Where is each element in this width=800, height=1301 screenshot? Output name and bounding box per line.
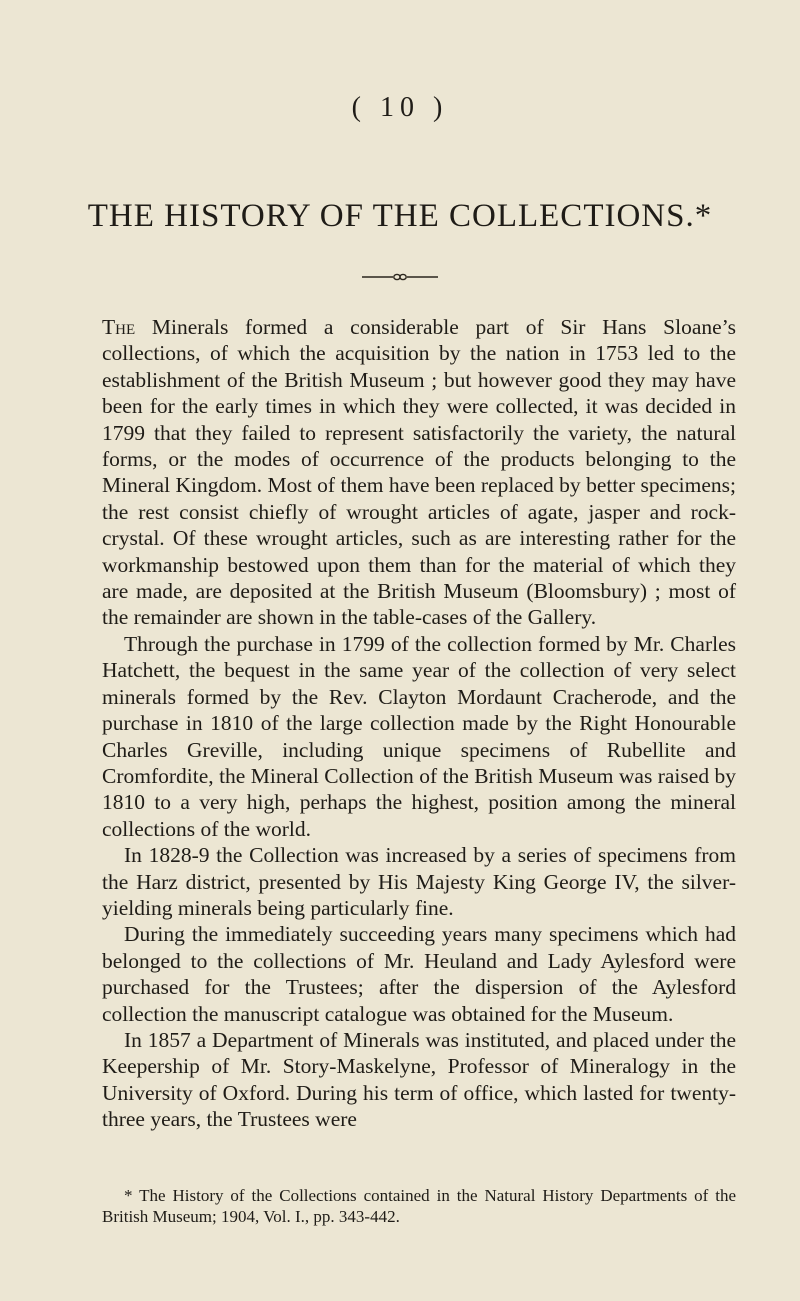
paragraph: Through the purchase in 1799 of the collection formed by Mr. Charles Hatchett, the bequest in the same year of the collection of very select minerals formed by the Rev. Clayton Mordaunt Cracherode, and the purchase in 1810 of the large collection made by the Right Honourable Charles Greville, including unique specimens of Rubellite and Cromfordite, the Mineral Collection of the British Museum was raised by 1810 to a very high, perhaps the highest, position among the mineral collections of the world. — [102, 631, 736, 841]
body-text — [102, 314, 736, 1133]
paragraph-lead-word: The — [102, 315, 136, 339]
paragraph: During the immediately succeeding years many specimens which had belonged to the collections of Mr. Heuland and Lady Aylesford were purchased for the Trustees; after the dispersion of the Aylesford collection the manuscript catalogue was obtained for the Museum. — [102, 922, 736, 1026]
paragraph — [102, 314, 736, 631]
footnote-text: * The History of the Collections contained in the Natural History Departments of the British Museum; 1904, Vol. I., pp. 343-442. — [102, 1186, 736, 1226]
page-number: ( 10 ) — [351, 92, 449, 123]
page-title: THE HISTORY OF THE COLLECTIONS.* — [87, 198, 713, 234]
paragraph: In 1828-9 the Collection was increased by a series of specimens from the Harz district, presented by His Majesty King George IV, the silver-yielding minerals being particularly fine. — [102, 843, 736, 920]
ornamental-rule — [360, 272, 440, 282]
footnote — [102, 1185, 736, 1227]
paragraph: In 1857 a Department of Minerals was instituted, and placed under the Keepership of Mr. Story-Maskelyne, Professor of Mineralogy in the University of Oxford. During his term of office, which lasted for twenty-three years, the Trustees were — [102, 1027, 736, 1132]
paragraph-text: Minerals formed a considerable part of Sir Hans Sloane’s collections, of which the acquisition by the nation in 1753 led to the establishment of the British Museum ; but however good they may have been for the early times in which they were collected, it was decided in 1799 that they failed to represent satisfactorily the variety, the natural forms, or the modes of occurrence of the products belonging to the Mineral Kingdom. Most of them have been replaced by better specimens; the rest consist chiefly of wrought articles of agate, jasper and rock-crystal. Of these wrought articles, such as are interesting rather for the workmanship bestowed upon them than for the material of which they are made, are deposited at the British Museum (Bloomsbury) ; most of the remainder are shown in the table-cases of the Gallery. — [102, 315, 736, 630]
